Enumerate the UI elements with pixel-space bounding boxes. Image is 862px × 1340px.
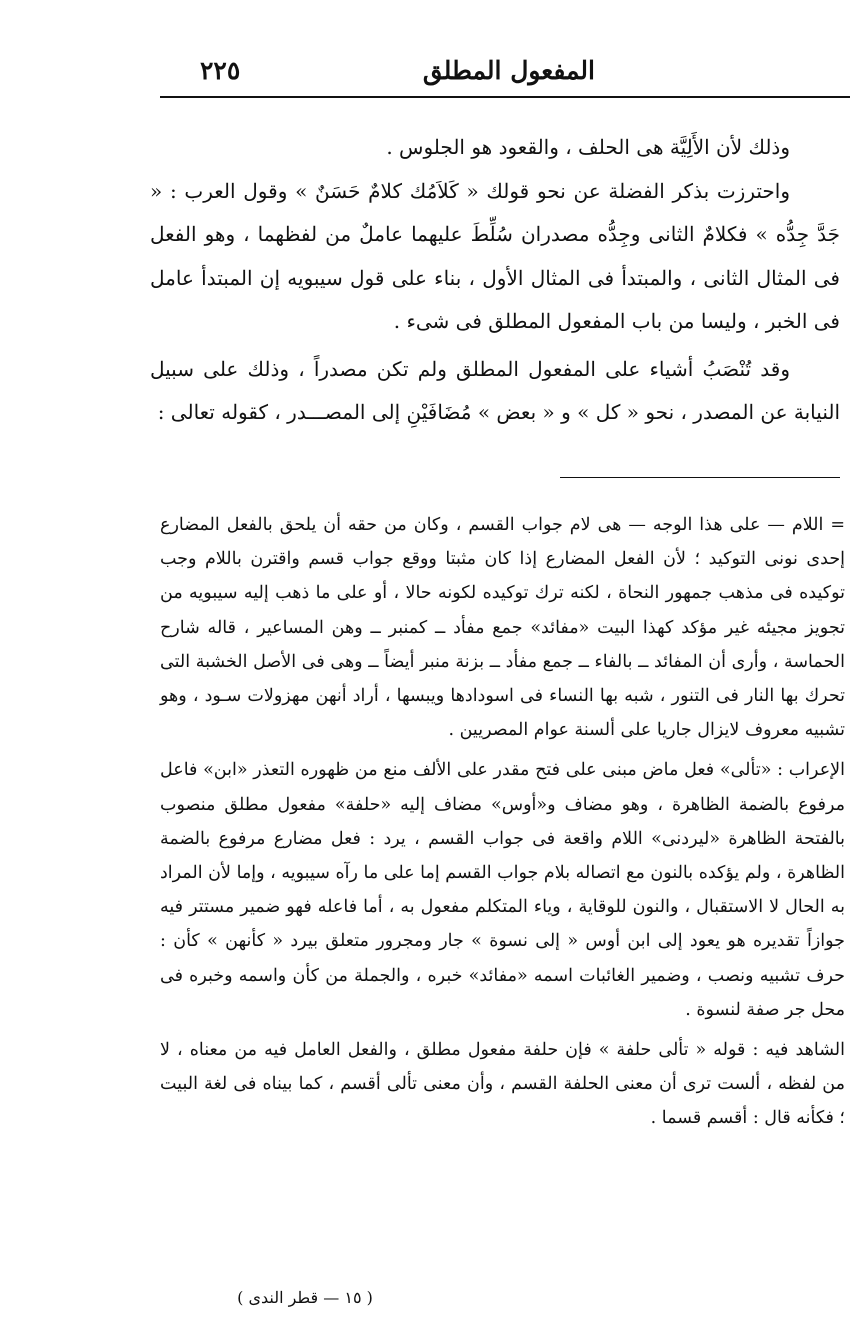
printer-signature: ( ١٥ — قطر الندى ): [237, 1288, 373, 1307]
page-title: المفعول المطلق: [422, 56, 595, 85]
main-paragraph: واحترزت بذكر الفضلة عن نحو قولك « كَلاَمُك كلامٌ حَسَنٌ » وقول العرب : « جَدَّ جِدُّه » فكلامٌ الثانى وجِدُّه مصدران سُلِّطَ عليهما عاملٌ من لفظهما ، وهو الفعل فى المثال الثانى ، والمبتدأ فى المثال الأول ، بناء على قول سيبويه إن المبتدأ عامل فى الخبر ، وليسا من باب المفعول المطلق فى شىء .: [150, 178, 840, 333]
footnotes: [160, 508, 845, 1136]
main-text: [150, 126, 840, 435]
main-paragraph: وذلك لأن الأَلِيَّة هى الحلف ، والقعود هو الجلوس .: [386, 135, 790, 159]
footnote-paragraph: الإعراب : «تألى» فعل ماض مبنى على فتح مقدر على الألف منع من ظهوره التعذر «ابن» فاعل مرفوع بالضمة الظاهرة ، وهو مضاف و«أوس» مضاف إليه «حلفة» مفعول مطلق منصوب بالفتحة الظاهرة «ليردنى» اللام واقعة فى جواب القسم ، يرد : فعل مضارع مرفوع بالضمة الظاهرة ، ولم يؤكده بالنون مع اتصاله بلام جواب القسم إما على ما رآه سيبويه ، وإما لأن المراد به الحال لا الاستقبال ، والنون للوقاية ، وياء المتكلم مفعول به ، أما فاعله فهو ضمير مستتر فيه جوازاً تقديره هو يعود إلى ابن أوس « إلى نسوة » جار ومجرور متعلق بيرد « كأنهن » كأن : حرف تشبيه ونصب ، وضمير الغائبات اسمه «مفائد» خبره ، والجملة من كأن واسمه وخبره فى محل جر صفة لنسوة .: [160, 760, 845, 1020]
header-rule: [160, 96, 850, 98]
footnote-rule: [560, 477, 840, 478]
footnote-paragraph: الشاهد فيه : قوله « تألى حلفة » فإن حلفة مفعول مطلق ، والفعل العامل فيه من معناه ، لا من لفظه ، ألست ترى أن معنى الحلفة القسم ، وأن معنى تألى أقسم ، كما بيناه فى لغة البيت ؛ فكأنه قال : أقسم قسما .: [160, 1040, 845, 1129]
page-number: ٢٢٥: [200, 56, 241, 85]
page-header: [160, 50, 810, 90]
main-paragraph: وقد تُنْصَبُ أشياء على المفعول المطلق ولم تكن مصدراً ، وذلك على سبيل النيابة عن المصدر ، نحو « كل » و « بعض » مُضَافَيْنِ إلى المصـــدر ، كقوله تعالى :: [150, 356, 840, 424]
footnote-paragraph: = اللام — على هذا الوجه — هى لام جواب القسم ، وكان من حقه أن يلحق بالفعل المضارع إحدى نونى التوكيد ؛ لأن الفعل المضارع إذا كان مثبتا ووقع جواب قسم واقترن باللام وجب توكيده فى مذهب جمهور النحاة ، لكنه ترك توكيده لكونه حالا ، أو على ما ذهب إليه سيبويه من تجويز مجيئه غير مؤكد كهذا البيت «مفائد» جمع مفأد ــ كمنبر ــ وهن المساعير ، قاله شارح الحماسة ، وأرى أن المفائد ــ بالفاء ــ جمع مفأد ــ بزنة منبر أيضاً ــ وهى فى الأصل الخشبة التى تحرك بها النار فى التنور ، شبه بها النساء فى اسودادها ويبسها ، أراد أنهن مهزولات سـود ، وهو تشبيه معروف لايزال جاريا على ألسنة عوام المصريين .: [160, 515, 846, 741]
